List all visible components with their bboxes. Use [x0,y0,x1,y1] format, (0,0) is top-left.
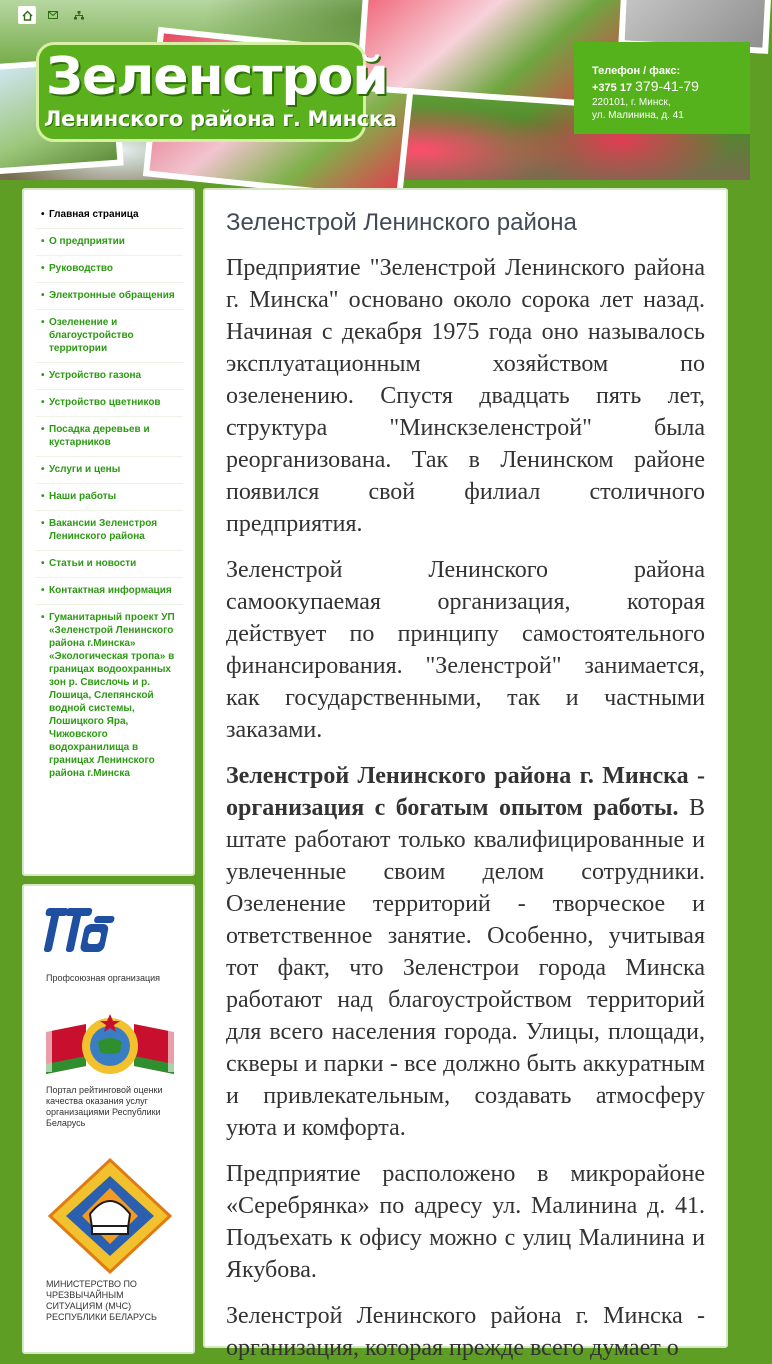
contact-box [574,42,750,134]
banner-caption: Портал рейтинговой оценки качества оказания услуг организациями Республики Беларусь [46,1085,163,1128]
banner-rating-portal[interactable] [46,1012,176,1129]
bullet-icon: • [41,558,45,569]
banner-caption: МИНИСТЕРСТВО ПО ЧРЕЗВЫЧАЙНЫМ СИТУАЦИЯМ (МЧС) РЕСПУБЛИКИ БЕЛАРУСЬ [46,1279,157,1322]
bullet-icon: • [41,464,45,475]
nav-item-about[interactable] [36,229,183,256]
page-title: Зеленстрой Ленинского района [226,209,577,236]
paragraph-mission: Зеленстрой Ленинского района г. Минска - организация, которая прежде всего думает о [226,1303,705,1361]
nav-item-label: Руководство [49,263,114,274]
nav-item-label: Электронные обращения [49,290,175,301]
nav-item-label: Контактная информация [49,585,172,596]
bullet-icon: • [41,290,45,301]
phone-line[interactable] [592,79,750,96]
nav-item-humanitarian-project[interactable] [36,605,183,787]
nav-item-label: Наши работы [49,491,117,502]
nav-item-label: Гуманитарный проект УП «Зеленстрой Ленинского района г.Минска» «Экологическая тропа» в границах водоохранных зон р. Свислочь и р. Лошица, Слепянской водной системы, Лошицкого Яра, Чижовского водохранилища в границах Ленинского района г.Минска [49,612,175,779]
nav-item-label: О предприятии [49,236,125,247]
nav-item-e-appeals[interactable] [36,283,183,310]
banner-trade-union[interactable] [46,902,176,984]
sidebar-banners [22,884,195,1354]
paragraph-history: Предприятие "Зеленстрой Ленинского района г. Минска" основано около сорока лет назад. Начиная с декабря 1975 года оно называлось эксплуатационным хозяйством по озеленению. Спустя двадцать пять лет, структура "Минскзеленстрой" была реорганизована. Так в Ленинском районе появился свой филиал столичного предприятия. [226,255,705,537]
bullet-icon: • [41,585,45,596]
nav-item-works[interactable] [36,484,183,511]
nav-item-label: Устройство газона [49,370,142,381]
nav-item-vacancies[interactable] [36,511,183,551]
logo-title[interactable]: Зеленстрой [46,47,388,107]
nav-item-label: Устройство цветников [49,397,161,408]
nav-item-services[interactable] [36,457,183,484]
nav-item-label: Посадка деревьев и кустарников [49,424,150,448]
bullet-icon: • [41,209,45,220]
paragraph-experience-body: В штате работают только квалифицированные и увлеченные своим делом сотрудники. Озеленение территорий - творческое и ответственное занятие. Особенно, учитывая тот факт, что Зеленстрои города Минска работают над благоустройством территорий для всего населения города. Улицы, площади, скверы и парки - все должно быть аккуратным и привлекательным, создавать атмосферу уюта и комфорта. [226,795,705,1141]
site-header [0,0,750,180]
nav-item-trees[interactable] [36,417,183,457]
bullet-icon: • [41,424,45,435]
mchs-emblem [46,1158,174,1274]
banner-mchs[interactable] [46,1158,176,1323]
bullet-icon: • [41,236,45,247]
banner-caption: Профсоюзная организация [46,973,161,983]
address-line-2: ул. Малинина, д. 41 [592,110,684,121]
nav-item-articles[interactable] [36,551,183,578]
trade-union-logo [46,902,120,960]
bullet-icon: • [41,491,45,502]
main-content [203,188,728,1361]
nav-item-flowerbeds[interactable] [36,390,183,417]
nav-item-label: Вакансии Зеленстроя Ленинского района [49,518,158,542]
nav-item-label: Услуги и цены [49,464,121,475]
nav-item-label: Статьи и новости [49,558,137,569]
phone-code: +375 17 [592,82,633,94]
paragraph-organization: Зеленстрой Ленинского района самоокупаемая организация, которая действует по принципу самостоятельного финансирования. "Зеленстрой" занимается, как государственными, так и частными заказами. [226,557,705,743]
nav-item-label: Главная страница [49,209,139,220]
belarus-emblem [46,1012,174,1078]
sitemap-icon[interactable] [70,6,88,24]
logo-subtitle[interactable]: Ленинского района г. Минска [44,107,397,131]
paragraph-experience [226,760,705,1144]
bullet-icon: • [41,263,45,274]
nav-item-management[interactable] [36,256,183,283]
nav-item-lawn[interactable] [36,363,183,390]
home-icon[interactable] [18,6,36,24]
paragraph-location: Предприятие расположено в микрорайоне «Серебрянка» по адресу ул. Малинина д. 41. Подъехать к офису можно с улиц Малинина и Якубова. [226,1161,705,1283]
nav-item-label: Озеленение и благоустройство территории [49,317,134,354]
header-icon-bar [18,6,88,24]
mail-icon[interactable] [44,6,62,24]
contact-label: Телефон / факс: [592,65,681,77]
paragraph-experience-lead: Зеленстрой Ленинского района г. Минска - организация с богатым опытом работы. [226,763,705,821]
phone-number: 379-41-79 [635,78,699,94]
bullet-icon: • [41,317,45,328]
nav-item-home[interactable] [36,202,183,229]
nav-item-landscaping[interactable] [36,310,183,363]
sidebar-menu [22,188,195,876]
nav-item-contacts[interactable] [36,578,183,605]
bullet-icon: • [41,370,45,381]
bullet-icon: • [41,518,45,529]
address-line-1: 220101, г. Минск, [592,97,671,108]
bullet-icon: • [41,397,45,408]
bullet-icon: • [41,612,45,623]
